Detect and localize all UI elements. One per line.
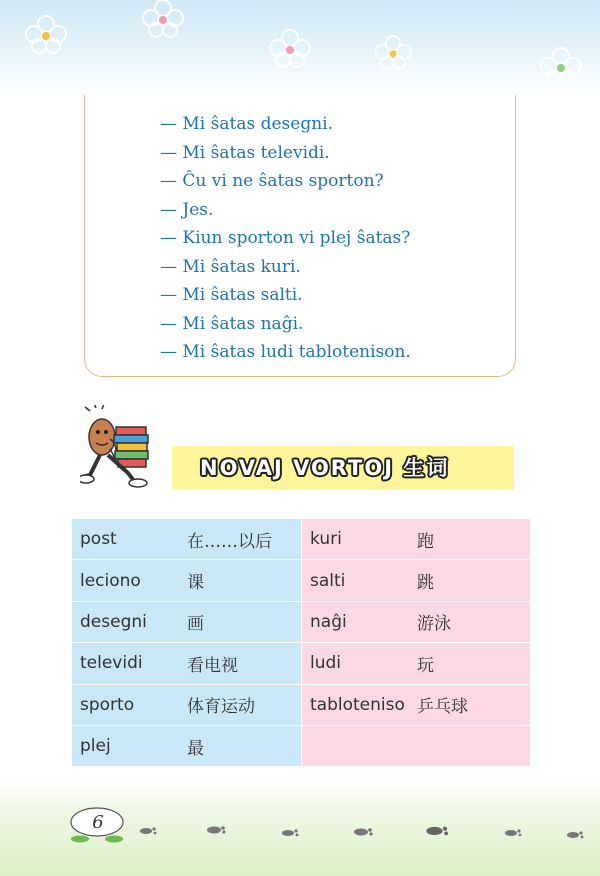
chinese-meaning: 跳 xyxy=(417,573,434,594)
esperanto-word: tabloteniso xyxy=(310,694,405,715)
vocabulary-table xyxy=(72,519,529,766)
dialog-line: — Mi ŝatas ludi tablotenison. xyxy=(160,342,411,362)
vocab-row-empty xyxy=(302,726,530,766)
footprint-icon xyxy=(206,824,228,836)
dialog-line: — Kiun sporton vi plej ŝatas? xyxy=(160,228,411,248)
vocab-row xyxy=(302,685,530,725)
footprint-icon xyxy=(566,830,586,840)
flower-icon xyxy=(18,14,74,54)
dialog-line: — Mi ŝatas desegni. xyxy=(160,114,334,134)
flower-icon xyxy=(135,0,191,38)
flower-icon xyxy=(368,34,418,70)
esperanto-word: desegni xyxy=(80,611,147,632)
vocab-row xyxy=(302,602,530,642)
vocab-row xyxy=(72,685,301,725)
chinese-meaning: 游泳 xyxy=(417,614,451,635)
esperanto-word: televidi xyxy=(80,653,143,674)
flower-icon xyxy=(262,28,318,70)
vocab-row xyxy=(72,560,301,600)
vocab-row xyxy=(302,519,530,559)
dialog-line: — Mi ŝatas naĝi. xyxy=(160,313,304,334)
esperanto-word: salti xyxy=(310,570,346,591)
esperanto-word: post xyxy=(80,529,117,550)
footprint-icon xyxy=(352,826,376,838)
footprint-icon xyxy=(140,826,158,836)
chinese-meaning: 看电视 xyxy=(187,655,238,676)
vocab-row xyxy=(302,643,530,683)
dialog-lines xyxy=(160,110,411,367)
dialog-line: — Mi ŝatas salti. xyxy=(160,285,303,305)
chinese-meaning: 最 xyxy=(187,738,204,759)
esperanto-word: leciono xyxy=(80,570,141,591)
vocabulary-title: NOVAJ VORTOJ 生词 xyxy=(200,456,450,480)
vocab-row xyxy=(72,643,301,683)
chinese-meaning: 跑 xyxy=(417,531,434,552)
esperanto-word: kuri xyxy=(310,529,342,550)
footprint-icon xyxy=(504,828,524,838)
dialog-line: — Ĉu vi ne ŝatas sporton? xyxy=(160,171,384,191)
vocab-row xyxy=(302,560,530,600)
chinese-meaning: 画 xyxy=(187,614,204,635)
dialog-line: — Jes. xyxy=(160,199,214,220)
page-number: 6 xyxy=(92,812,104,833)
chinese-meaning: 玩 xyxy=(417,655,434,676)
chinese-meaning: 课 xyxy=(187,573,204,594)
vocab-row xyxy=(72,519,301,559)
footprint-icon xyxy=(282,828,300,838)
book-carrying-mascot xyxy=(80,405,172,491)
chinese-meaning: 体育运动 xyxy=(187,697,255,718)
dialog-line: — Mi ŝatas kuri. xyxy=(160,256,301,277)
vocab-row xyxy=(72,602,301,642)
footprint-icon xyxy=(424,824,452,838)
esperanto-word: ludi xyxy=(310,653,342,674)
chinese-meaning: 在……以后 xyxy=(187,531,272,552)
esperanto-word: naĝi xyxy=(310,611,347,632)
esperanto-word: plej xyxy=(80,736,111,757)
vocab-row xyxy=(72,726,301,766)
esperanto-word: sporto xyxy=(80,694,135,715)
dialog-line: — Mi ŝatas televidi. xyxy=(160,142,330,163)
chinese-meaning: 乒乓球 xyxy=(417,697,468,718)
flower-icon xyxy=(533,46,589,86)
